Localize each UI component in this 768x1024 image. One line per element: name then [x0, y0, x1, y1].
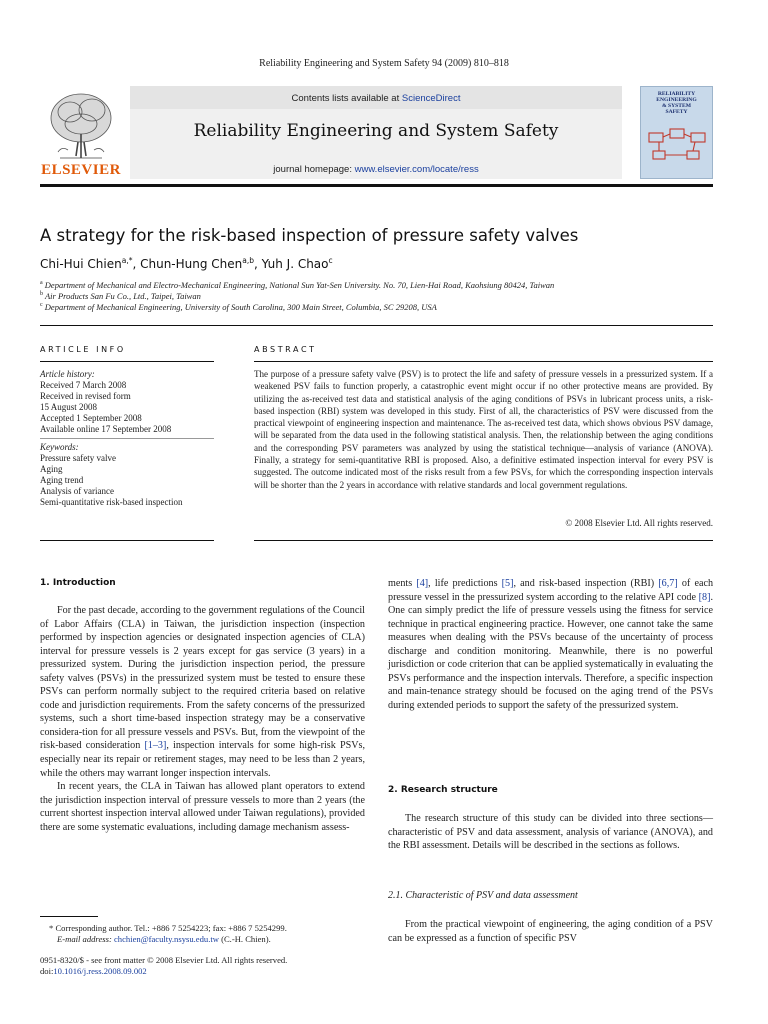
article-info-heading: ARTICLE INFO	[40, 345, 126, 354]
doi-label: doi:	[40, 966, 54, 976]
contents-available-line	[130, 93, 622, 104]
history-item: Available online 17 September 2008	[40, 424, 172, 434]
keyword: Semi-quantitative risk-based inspection	[40, 497, 183, 507]
paragraph	[40, 604, 365, 780]
issn-line: 0951-8320/$ - see front matter © 2008 Elsevier Ltd. All rights reserved.	[40, 955, 288, 965]
title-block-rule	[40, 325, 713, 326]
section-1-title: 1. Introduction	[40, 578, 116, 588]
paragraph: In recent years, the CLA in Taiwan has allowed plant operators to extend the jurisdiction inspection interval of pressure vessels to more than 2 years (the current shortest inspection interval allowed under Taiwan regulations), provided there are some systematic evaluations, including damage mechanism assess-	[40, 781, 365, 833]
contents-prefix: Contents lists available at	[291, 93, 402, 104]
cover-title-line: SAFETY	[665, 109, 688, 115]
affiliation	[40, 280, 554, 290]
email-label: E-mail address:	[57, 934, 114, 944]
affiliation-mark: b	[40, 291, 43, 298]
affiliation-text: Department of Mechanical and Electro-Mechanical Engineering, National Sun Yat-Sen University. No. 70, Lien-Hai Road, Kaohsiung 80424, Taiwan	[44, 280, 555, 290]
keyword: Analysis of variance	[40, 486, 114, 496]
citation-link[interactable]: [4]	[416, 578, 429, 589]
keyword: Aging	[40, 464, 63, 474]
author-affiliation-mark[interactable]: c	[328, 256, 333, 265]
paragraph: From the practical viewpoint of engineering, the aging condition of a PSV can be expressed as a function of specific PSV	[388, 919, 713, 944]
affiliation-mark: c	[40, 302, 43, 309]
footnote-rule	[40, 916, 98, 917]
subsection-2-1-title: 2.1. Characteristic of PSV and data assessment	[388, 890, 578, 901]
author-separator: ,	[132, 257, 141, 271]
paragraph-text: ments	[388, 578, 417, 589]
journal-homepage-link[interactable]: www.elsevier.com/locate/ress	[354, 164, 479, 175]
homepage-prefix: journal homepage:	[273, 164, 355, 175]
keyword: Aging trend	[40, 475, 84, 485]
subsection-2-1-body	[388, 918, 713, 945]
history-item: 15 August 2008	[40, 402, 98, 412]
article-history-label: Article history:	[40, 369, 95, 379]
article-title: A strategy for the risk-based inspection of pressure safety valves	[40, 226, 579, 245]
journal-name: Reliability Engineering and System Safety	[193, 121, 559, 141]
affiliation-text: Air Products San Fu Co., Ltd., Taipei, Taiwan	[44, 291, 201, 301]
history-item: Received in revised form	[40, 391, 131, 401]
paragraph-text: , life predictions	[428, 578, 502, 589]
abstract-heading: ABSTRACT	[254, 345, 317, 354]
cover-diagram-graphic	[647, 127, 707, 167]
keywords-label: Keywords:	[40, 442, 79, 452]
citation-link[interactable]: [1–3]	[144, 740, 167, 752]
email-footnote	[57, 934, 271, 944]
author-list	[40, 256, 333, 271]
keyword: Pressure safety valve	[40, 453, 116, 463]
section-2-title: 2. Research structure	[388, 785, 498, 795]
abstract-rule	[254, 361, 713, 362]
affiliation-text: Department of Mechanical Engineering, University of South Carolina, 300 Main Street, Columbia, SC 29208, USA	[44, 302, 437, 312]
cover-title-line: RELIABILITY	[657, 91, 696, 97]
doi-line	[40, 966, 147, 976]
right-column-body	[388, 577, 713, 712]
cover-title-line: ENGINEERING	[656, 97, 697, 103]
email-suffix: (C.-H. Chien).	[218, 934, 271, 944]
article-info-bottom-rule	[40, 540, 214, 541]
affiliation	[40, 302, 437, 312]
corresponding-author-note: * Corresponding author. Tel.: +886 7 5254223; fax: +886 7 5254299.	[49, 923, 287, 933]
keywords-divider	[40, 438, 214, 439]
paragraph	[388, 577, 713, 712]
doi-link[interactable]: 10.1016/j.ress.2008.09.002	[53, 966, 147, 976]
paragraph: The research structure of this study can be divided into three sections—characteristic of PSV and data assessment, analysis of variance (ANOVA), and the RBI assessment. Details will be described in the sections as follows.	[388, 813, 713, 852]
sciencedirect-link[interactable]: ScienceDirect	[401, 93, 461, 104]
abstract-copyright: © 2008 Elsevier Ltd. All rights reserved.	[565, 518, 713, 528]
paragraph-text: , inspection intervals for some high-risk PSVs, especially near its repair or retirement stages, may need to be less than 2 years, while the others may warrant longer inspection intervals.	[40, 740, 365, 779]
abstract-text: The purpose of a pressure safety valve (PSV) is to protect the life and safety of pressure vessels in a pressurized system. If a weakened PSV fails to function properly, a catastrophic event might occur if no other protective means are provided. By utilizing the as-received test data and statistical analysis of the aging conditions of PSVs in lubricant process units, a risk-based inspection (RBI) system was developed in this study. First of all, the characteristics of PSV were discussed from the practical viewpoint of engineering inspection and maintenance. The as-received test data, which shows obvious PSV damage, will be separated from the data used in the following statistical analysis. Then, the relationship between the aging conditions and the corresponding PSV parameters was analyzed by using the statistical technique—analysis of variance (ANOVA). Finally, a strategy for semi-quantitative RBI is proposed. Also, a definitive estimated inspection interval for every PSV is suggested. The outcome indicated most of the risks result from a few PSVs, for which the corresponding inspection intervals will be shorter than the 2 years in accordance with relative standards and local government regulations.	[254, 369, 713, 490]
affiliation	[40, 291, 201, 301]
history-item: Received 7 March 2008	[40, 380, 127, 390]
paragraph-text: of each pressure vessel in the pressurized system according to the relative API code	[388, 578, 714, 603]
section-2-body	[388, 812, 713, 853]
masthead-rule	[40, 184, 713, 187]
author-affiliation-mark[interactable]: a,*	[121, 256, 133, 265]
author-name: Yuh J. Chao	[261, 257, 329, 271]
journal-homepage-line	[130, 164, 622, 175]
running-head: Reliability Engineering and System Safety 94 (2009) 810–818	[259, 58, 509, 69]
journal-cover-thumbnail	[640, 86, 713, 179]
paragraph-text: , and risk-based inspection (RBI)	[513, 578, 659, 589]
email-link[interactable]: chchien@faculty.nsysu.edu.tw	[113, 934, 219, 944]
cover-title-line: & SYSTEM	[661, 103, 692, 109]
abstract-bottom-rule	[254, 540, 713, 541]
paragraph-text: . One can simply predict the life of pressure vessels using the fitness for service technique in practical engineering practice. However, one cannot take the same measures when dealing with the PSVs because of the uncertainty of process discharge and condition monitoring. Meanwhile, there is no powerful jurisdiction or code criterion that can be applied systematically in evaluating the PSVs performance and the inspection intervals. Therefore, a specific inspection and main-tenance strategy should be focused on the aging trend of the PSVs during extended periods to support the safety of the pressurized system.	[388, 591, 713, 711]
author-affiliation-mark[interactable]: a,b	[242, 256, 255, 265]
left-column-body	[40, 604, 365, 834]
article-info-rule	[40, 361, 214, 362]
author-separator: ,	[254, 257, 262, 271]
citation-link[interactable]: [8]	[698, 591, 711, 603]
history-item: Accepted 1 September 2008	[40, 413, 142, 423]
paragraph-text: For the past decade, according to the government regulations of the Council of Labor Affairs (CLA) in Taiwan, the jurisdiction inspection (inspection performed by inspection agencies or designated inspection agencies of CLA) interval for pressure vessels is 2 years except for gas service (3 years) in a pressurized system. During the jurisdiction inspection period, the pressure safety valves (PSVs) in the pressurized system must be tested to ensure these PSVs can perform normally subject to the required criteria based on relative code and jurisdiction requirements. From the safety concerns of the pressurized systems, such a short time-based inspection strategy may be a conservative considera-tion for all pressure vessels and PSVs. But, from the viewpoint of the risk-based consideration	[40, 605, 365, 752]
citation-link[interactable]: [6,7]	[658, 578, 678, 589]
author-name: Chi-Hui Chien	[40, 257, 122, 271]
affiliation-mark: a	[40, 280, 43, 287]
elsevier-logo-text: ELSEVIER	[41, 162, 121, 178]
citation-link[interactable]: [5]	[501, 578, 514, 589]
author-name: Chun-Hung Chen	[140, 257, 243, 271]
